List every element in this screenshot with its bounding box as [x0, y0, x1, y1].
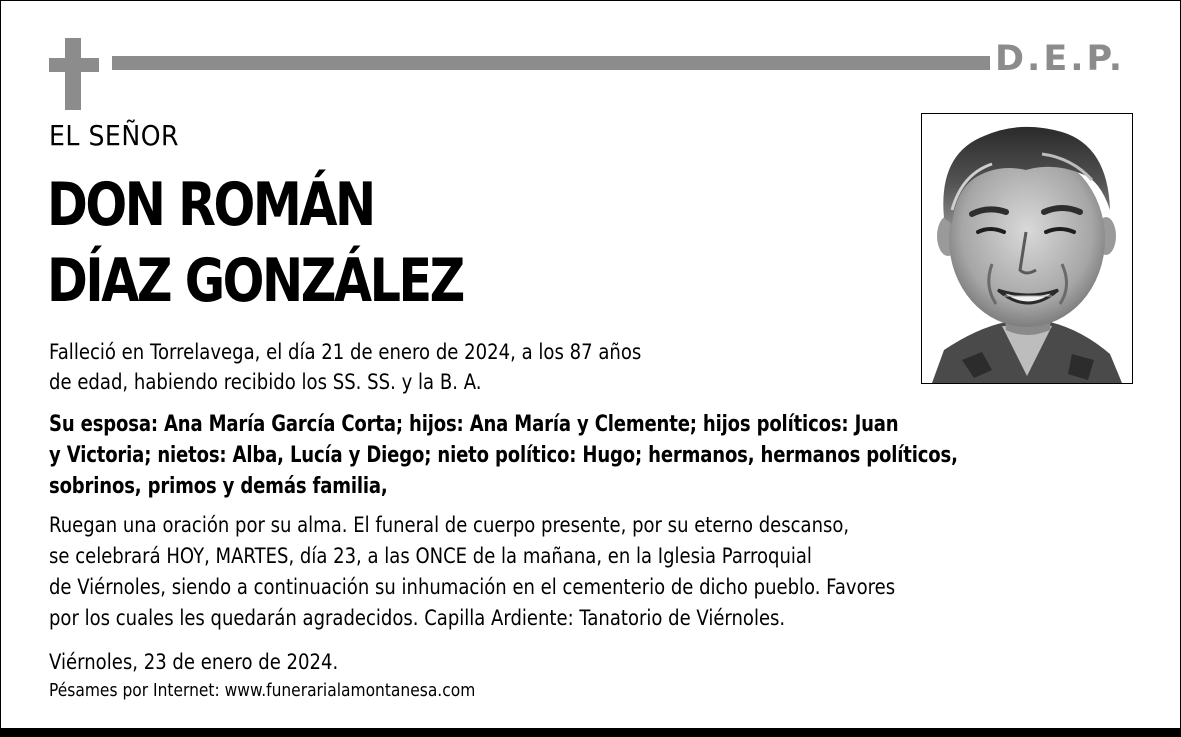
funeral-line2: se celebrará HOY, MARTES, día 23, a las ONCE de la mañana, en la Iglesia Parroquial: [49, 544, 812, 568]
condolences-website: Pésames por Internet: www.funerarialamontanesa.com: [49, 680, 476, 701]
funeral-details: [49, 510, 895, 634]
deceased-name-line2: DÍAZ GONZÁLEZ: [47, 246, 463, 316]
funeral-line4: por los cuales les quedarán agradecidos. Capilla Ardiente: Tanatorio de Viérnoles.: [49, 606, 786, 630]
funeral-line3: de Viérnoles, siendo a continuación su inhumación en el cementerio de dicho pueblo. Favores: [49, 575, 896, 599]
family-line3: sobrinos, primos y demás familia,: [49, 474, 388, 499]
header-rule: [112, 56, 990, 70]
death-announcement: [49, 337, 641, 397]
family-line1: Su esposa: Ana María García Corta; hijos: Ana María y Clemente; hijos políticos: Juan: [49, 412, 899, 437]
family-mourners: [49, 409, 958, 502]
intro-line1: Falleció en Torrelavega, el día 21 de enero de 2024, a los 87 años: [49, 340, 642, 364]
deceased-name: [47, 167, 463, 319]
family-line2: y Victoria; nietos: Alba, Lucía y Diego; nieto político: Hugo; hermanos, hermanos políticos,: [49, 443, 958, 468]
cross-icon: [49, 38, 99, 110]
funeral-line1: Ruegan una oración por su alma. El funeral de cuerpo presente, por su eterno descanso,: [49, 513, 850, 537]
deceased-name-line1: DON ROMÁN: [47, 170, 374, 240]
intro-line2: de edad, habiendo recibido los SS. SS. y la B. A.: [49, 370, 482, 394]
place-and-date: Viérnoles, 23 de enero de 2024.: [49, 650, 339, 674]
honorific: EL SEÑOR: [49, 119, 180, 152]
dep-label: D.E.P.: [995, 39, 1126, 79]
portrait-photo: [921, 113, 1133, 384]
footer-rule: [1, 728, 1180, 736]
